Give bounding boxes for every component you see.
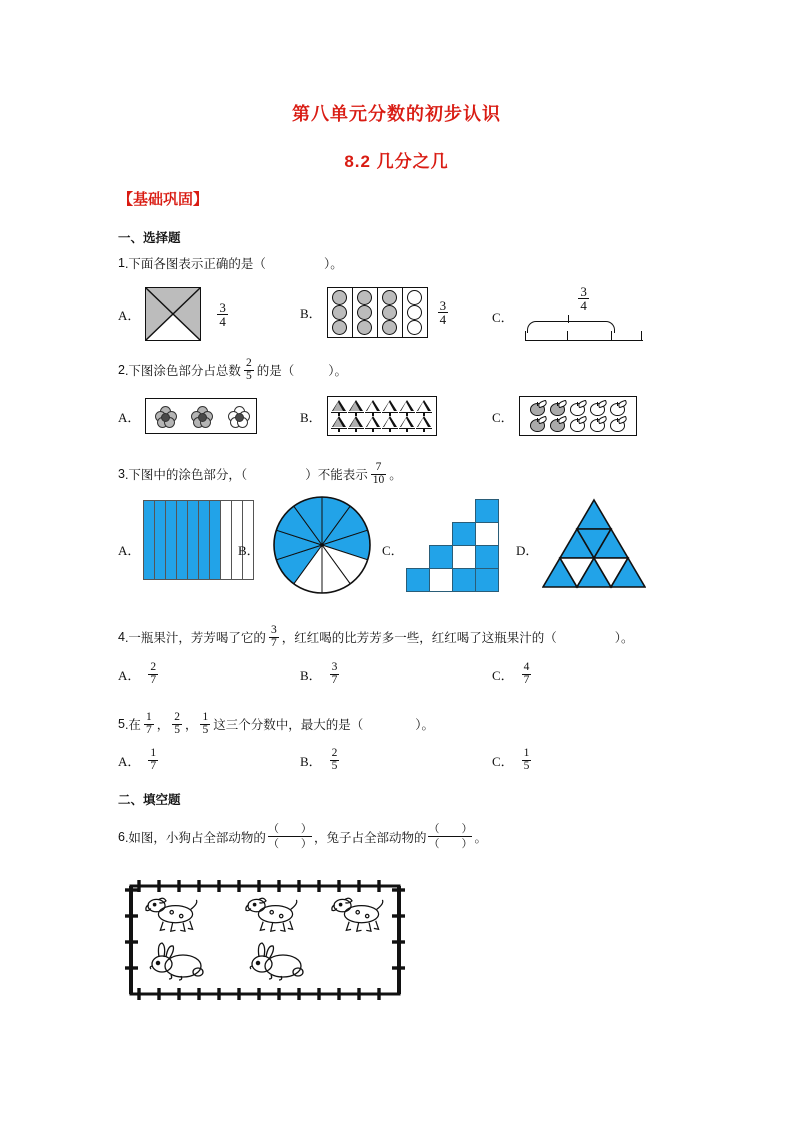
q4-b-denominator: 7	[331, 673, 338, 686]
q5-stem-before: .在	[124, 718, 141, 732]
q5-number: 5	[118, 717, 125, 731]
q2-stem-mid: 的是（	[256, 364, 295, 378]
q4-c-denominator: 7	[523, 673, 530, 686]
q2-stem-before: .下图涂色部分占总数	[124, 364, 241, 378]
q5-f1-denominator: 7	[145, 723, 152, 736]
q5-option-c[interactable]	[492, 748, 534, 772]
q3-option-c-label: C．	[382, 543, 404, 558]
q5-f3-numerator: 1	[202, 711, 209, 723]
q6-rabbits-numerator-blank[interactable]: （ ）	[428, 823, 473, 835]
q4-option-c[interactable]	[492, 662, 534, 686]
page-subtitle: 8.2 几分之几	[344, 152, 449, 171]
q4-stem-mid: ，红红喝的比芳芳多一些，红红喝了这瓶果汁的（	[281, 631, 557, 645]
trees-group-icon	[327, 396, 437, 436]
q5-fraction-2	[172, 712, 182, 736]
q1-option-c-label: C．	[492, 310, 514, 325]
q5-option-a-fraction	[148, 748, 158, 772]
circle-groups-icon	[327, 287, 428, 338]
q3-option-c[interactable]	[382, 540, 409, 559]
section-flag-basic: 【基础巩固】	[118, 191, 209, 208]
q5-option-a-label: A．	[118, 753, 141, 769]
q3-stem-fraction	[371, 462, 387, 486]
q5-c-denominator: 5	[523, 759, 530, 772]
q6-number: 6	[118, 829, 125, 844]
q1-stem-before: .下面各图表示正确的是（	[124, 257, 266, 271]
q1-a-numerator: 3	[219, 299, 226, 315]
pie-ten-sectors-icon	[272, 495, 372, 600]
q1-number: 1	[118, 256, 125, 270]
question-1-text	[118, 254, 343, 272]
q5-sep-1: ，	[156, 718, 170, 732]
question-5-text	[118, 712, 434, 736]
q3-option-a-label: A．	[118, 543, 141, 558]
fenced-animal-field-icon	[125, 880, 405, 1000]
q5-option-c-label: C．	[492, 753, 514, 769]
q4-option-b-fraction	[330, 662, 340, 686]
q1-option-a-fraction	[217, 301, 228, 328]
q1-b-numerator: 3	[439, 298, 447, 313]
q3-stem-before: .下图中的涂色部分，（	[124, 468, 248, 482]
q5-c-numerator: 1	[523, 747, 530, 759]
square-diagonals-icon	[145, 287, 201, 341]
q2-option-c[interactable]	[492, 396, 637, 436]
q4-option-a[interactable]	[118, 662, 161, 686]
q5-option-c-fraction	[522, 748, 532, 772]
q2-option-a-label: A．	[118, 409, 141, 425]
q4-a-numerator: 2	[150, 661, 157, 673]
q4-option-c-fraction	[522, 662, 532, 686]
q3-option-b-label: B．	[238, 543, 260, 558]
q4-option-c-label: C．	[492, 667, 514, 683]
q3-denominator: 10	[372, 473, 385, 486]
q4-denominator: 7	[270, 636, 277, 649]
q1-option-b-fraction	[438, 299, 449, 326]
question-2-text	[118, 358, 347, 382]
q6-rabbits-denominator-blank[interactable]: （ ）	[428, 837, 473, 850]
q1-a-denominator: 4	[219, 313, 226, 329]
q2-option-c-label: C．	[492, 409, 514, 425]
q5-b-denominator: 5	[331, 759, 338, 772]
question-4-text	[118, 625, 633, 649]
q3-stem-after: 。	[389, 468, 402, 482]
q4-option-b[interactable]	[300, 662, 342, 686]
q3-option-b[interactable]	[238, 540, 265, 559]
question-6-text	[118, 823, 487, 850]
q1-option-c-fraction	[578, 285, 589, 312]
q1-option-a-label: A．	[118, 307, 141, 323]
q1-option-b-label: B．	[300, 306, 322, 321]
q6-stem-before: .如图，小狗占全部动物的	[124, 830, 266, 845]
q3-option-d[interactable]	[516, 540, 543, 559]
question-3-text	[118, 462, 402, 486]
q6-stem-mid: ，兔子占全部动物的	[313, 830, 427, 845]
q5-option-a[interactable]	[118, 748, 161, 772]
q6-dogs-denominator-blank[interactable]: （ ）	[267, 837, 312, 850]
q2-option-a[interactable]	[118, 398, 257, 434]
q4-option-a-fraction	[148, 662, 158, 686]
q4-b-numerator: 3	[331, 661, 338, 673]
q2-stem-fraction	[244, 358, 254, 382]
q5-stem-mid: 这三个分数中，最大的是（	[213, 718, 364, 732]
q3-option-a[interactable]	[118, 540, 145, 559]
q6-blank-fraction-rabbits[interactable]	[428, 823, 472, 850]
q1-b-denominator: 4	[439, 312, 447, 327]
section-heading-choice: 一、选择题	[118, 231, 181, 245]
q6-blank-fraction-dogs[interactable]	[268, 823, 312, 850]
q5-b-numerator: 2	[331, 747, 338, 759]
q2-stem-after: ）。	[328, 364, 347, 378]
q2-numerator: 2	[245, 357, 252, 369]
number-line-icon	[525, 313, 643, 347]
q1-stem-after: ）。	[323, 257, 343, 271]
q5-stem-after: ）。	[415, 718, 434, 732]
section-heading-fill: 二、填空题	[118, 793, 181, 807]
q4-option-b-label: B．	[300, 667, 322, 683]
q2-option-b-label: B．	[300, 409, 322, 425]
q3-numerator: 7	[375, 461, 382, 473]
q5-fraction-3	[200, 712, 210, 736]
q1-option-c[interactable]	[492, 285, 643, 347]
q2-denominator: 5	[245, 369, 252, 382]
q2-number: 2	[118, 363, 125, 377]
q5-a-denominator: 7	[150, 759, 157, 772]
q1-c-denominator: 4	[580, 298, 587, 313]
flowers-group-icon	[145, 398, 257, 434]
q4-stem-after: ）。	[614, 631, 634, 645]
q5-a-numerator: 1	[150, 747, 157, 759]
q4-stem-fraction	[269, 625, 279, 649]
q4-a-denominator: 7	[150, 673, 157, 686]
q3-stem-mid: ）不能表示	[305, 468, 368, 482]
q3-option-d-label: D．	[516, 543, 539, 558]
q4-numerator: 3	[270, 624, 277, 636]
q4-stem-before: .一瓶果汁，芳芳喝了它的	[124, 631, 266, 645]
q4-option-a-label: A．	[118, 667, 141, 683]
q5-sep-2: ，	[184, 718, 198, 732]
q5-f2-denominator: 5	[174, 723, 180, 736]
q2-option-b[interactable]	[300, 396, 437, 436]
q1-option-b[interactable]	[300, 287, 451, 338]
apples-group-icon	[519, 396, 637, 436]
q5-option-b-label: B．	[300, 753, 322, 769]
q5-fraction-1	[144, 712, 154, 736]
q4-c-numerator: 4	[523, 661, 530, 673]
triangle-parts-icon	[542, 498, 646, 595]
q1-c-numerator: 3	[580, 284, 587, 299]
q5-option-b-fraction	[330, 748, 340, 772]
q5-f2-numerator: 2	[174, 711, 180, 723]
q3-number: 3	[118, 467, 125, 481]
q6-stem-after: 。	[474, 830, 487, 845]
staircase-squares-icon	[406, 496, 504, 594]
q5-option-b[interactable]	[300, 748, 342, 772]
q4-number: 4	[118, 630, 125, 644]
q5-f3-denominator: 5	[202, 723, 209, 736]
q5-f1-numerator: 1	[145, 711, 152, 723]
q6-dogs-numerator-blank[interactable]: （ ）	[267, 823, 312, 835]
page-title: 第八单元分数的初步认识	[292, 104, 501, 124]
q1-option-a[interactable]	[118, 287, 231, 341]
